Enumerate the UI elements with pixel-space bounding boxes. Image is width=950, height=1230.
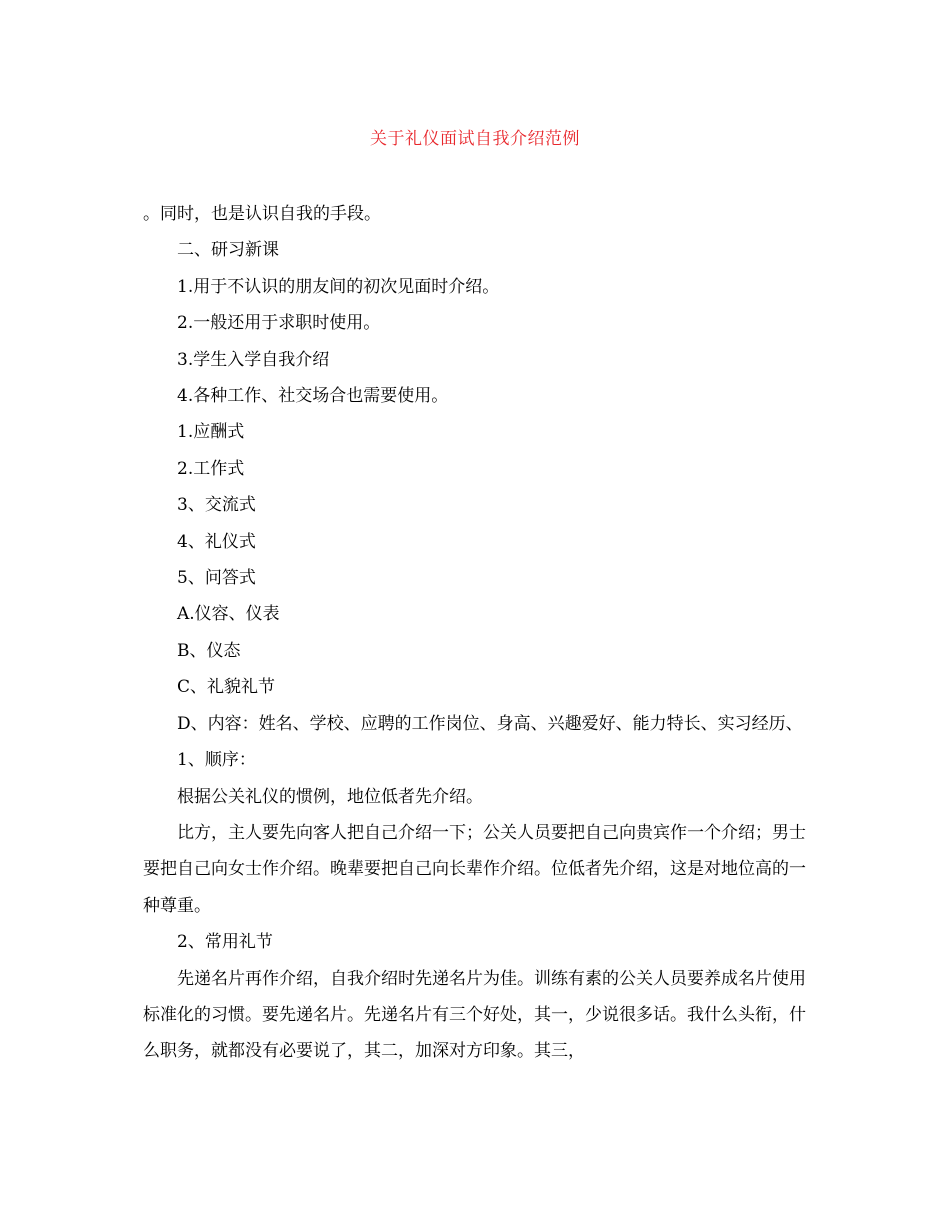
paragraph: 。同时，也是认识自我的手段。	[143, 204, 381, 224]
paragraph: 先递名片再作介绍，自我介绍时先递名片为佳。训练有素的公关人员要养成名片使用标准化的习惯。要先递名片。先递名片有三个好处，其一，少说很多话。我什么头衔，什么职务，就都没有必要说了，其二，加深对方印象。其三，	[143, 968, 806, 1062]
paragraph: 2.一般还用于求职时使用。	[177, 313, 381, 334]
paragraph: 1.应酬式	[177, 422, 245, 443]
paragraph: 1、顺序：	[177, 750, 256, 771]
paragraph: 根据公关礼仪的惯例，地位低者先介绍。	[177, 786, 483, 807]
paragraph: 2、常用礼节	[177, 932, 273, 953]
paragraph: 比方，主人要先向客人把自己介绍一下；公关人员要把自己向贵宾作一个介绍；男士要把自己向女士作介绍。晚辈要把自己向长辈作介绍。位低者先介绍，这是对地位高的一种尊重。	[143, 822, 806, 916]
paragraph: 二、研习新课	[177, 240, 279, 261]
paragraph: 2.工作式	[177, 458, 245, 479]
paragraph: 3、交流式	[177, 495, 256, 516]
document-title: 关于礼仪面试自我介绍范例	[370, 129, 580, 149]
paragraph: 5、问答式	[177, 568, 256, 589]
paragraph: 4、礼仪式	[177, 531, 256, 552]
paragraph: 3.学生入学自我介绍	[177, 349, 330, 370]
paragraph: D、内容：姓名、学校、应聘的工作岗位、身高、兴趣爱好、能力特长、实习经历、	[177, 713, 803, 734]
paragraph: C、礼貌礼节	[177, 677, 276, 698]
paragraph: 4.各种工作、社交场合也需要使用。	[177, 386, 449, 407]
paragraph: A.仪容、仪表	[177, 604, 280, 625]
paragraph: 1.用于不认识的朋友间的初次见面时介绍。	[177, 276, 500, 297]
document-body	[143, 196, 808, 1070]
paragraph: B、仪态	[177, 640, 241, 661]
